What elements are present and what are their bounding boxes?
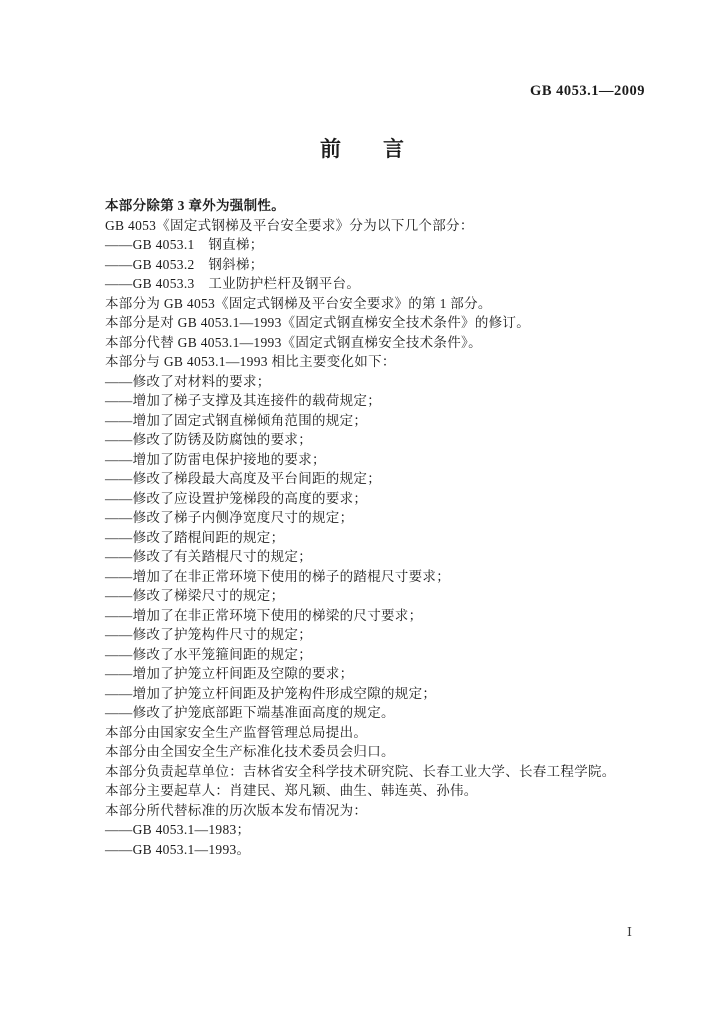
foreword-line: ——增加了护笼立杆间距及空隙的要求； [105,666,354,681]
foreword-line: ——修改了应设置护笼梯段的高度的要求； [105,490,368,506]
foreword-line: 本部分是对 GB 4053.1—1993《固定式钢直梯安全技术条件》的修订。 [105,315,531,330]
foreword-line: 本部分除第 3 章外为强制性。 [105,198,285,213]
standard-code: GB 4053.1—2009 [530,83,645,99]
page-title: 前 言 [320,137,404,161]
foreword-line: ——修改了防锈及防腐蚀的要求； [105,432,312,447]
foreword-line: ——GB 4053.1—1993。 [105,841,251,857]
foreword-line: ——修改了水平笼箍间距的规定； [105,646,312,662]
foreword-line: 本部分由全国安全生产标准化技术委员会归口。 [105,744,395,759]
foreword-line: ——GB 4053.1 钢直梯； [105,237,264,252]
foreword-line: ——修改了对材料的要求； [105,373,271,389]
foreword-line: ——增加了在非正常环境下使用的梯梁的尺寸要求； [105,607,423,623]
foreword-line: 本部分与 GB 4053.1—1993 相比主要变化如下： [105,354,396,369]
foreword-line: ——GB 4053.2 钢斜梯； [105,256,264,272]
foreword-line: 本部分负责起草单位：吉林省安全科学技术研究院、长春工业大学、长春工程学院。 [105,763,616,779]
foreword-lines [105,196,649,859]
foreword-line: ——修改了护笼底部距下端基准面高度的规定。 [105,705,395,720]
foreword-line: 本部分所代替标准的历次版本发布情况为： [105,802,368,818]
foreword-line: ——增加了固定式钢直梯倾角范围的规定； [105,412,368,428]
foreword-line: ——增加了在非正常环境下使用的梯子的踏棍尺寸要求； [105,568,450,584]
foreword-line: ——增加了护笼立杆间距及护笼构件形成空隙的规定； [105,685,437,701]
foreword-line: 本部分主要起草人：肖建民、郑凡颖、曲生、韩连英、孙伟。 [105,783,478,798]
foreword-line: 本部分代替 GB 4053.1—1993《固定式钢直梯安全技术条件》。 [105,334,482,350]
page-number: Ⅰ [627,925,632,939]
foreword-line: ——修改了踏棍间距的规定； [105,529,285,545]
foreword-line: ——修改了护笼构件尺寸的规定； [105,627,312,642]
foreword-line: 本部分由国家安全生产监督管理总局提出。 [105,724,368,740]
foreword-line: ——GB 4053.1—1983； [105,822,251,837]
foreword-line: ——增加了防雷电保护接地的要求； [105,451,326,467]
foreword-line: ——修改了梯段最大高度及平台间距的规定； [105,471,381,486]
foreword-line: ——修改了有关踏棍尺寸的规定； [105,549,312,564]
foreword-line: ——GB 4053.3 工业防护栏杆及钢平台。 [105,276,361,291]
foreword-line: ——修改了梯梁尺寸的规定； [105,588,285,603]
foreword-line: ——修改了梯子内侧净宽度尺寸的规定； [105,510,354,525]
foreword-line: GB 4053《固定式钢梯及平台安全要求》分为以下几个部分： [105,217,474,233]
foreword-line: ——增加了梯子支撑及其连接件的载荷规定； [105,393,381,408]
foreword-line: 本部分为 GB 4053《固定式钢梯及平台安全要求》的第 1 部分。 [105,295,492,311]
